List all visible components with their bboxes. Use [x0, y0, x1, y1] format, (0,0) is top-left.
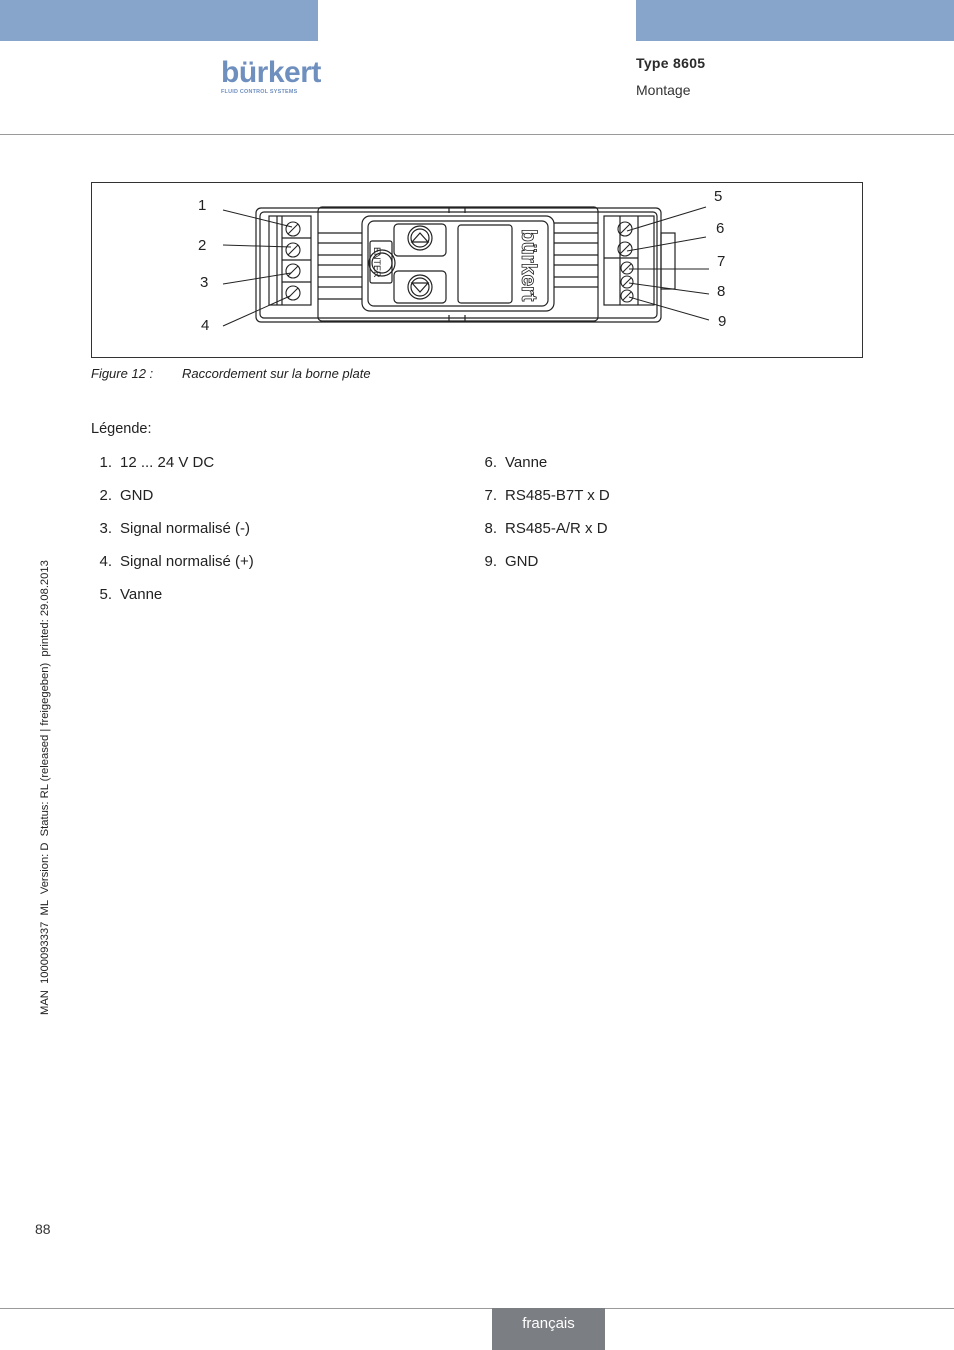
legend-item-text: RS485-B7T x D	[505, 487, 610, 504]
document-meta-sidebar: MAN 1000093337 ML Version: D Status: RL (released | freigegeben) printed: 29.08.2013	[39, 560, 51, 1015]
page-number: 88	[35, 1221, 51, 1237]
callout-7: 7	[717, 253, 726, 270]
legend-item-number: 7.	[484, 487, 497, 504]
legend-item-5	[90, 586, 162, 603]
legend-item-text: Signal normalisé (-)	[120, 520, 251, 537]
figure-caption-text: Raccordement sur la borne plate	[182, 366, 371, 381]
legend-item-number: 4.	[99, 553, 112, 570]
callout-2: 2	[198, 237, 207, 254]
legend-item-3	[90, 520, 250, 537]
leader-3	[223, 273, 291, 284]
up-button	[408, 226, 432, 250]
logo-tagline: FLUID CONTROL SYSTEMS	[221, 89, 298, 95]
legend-item-text: Vanne	[120, 586, 163, 603]
legend-item-4	[90, 553, 254, 570]
figure-frame	[91, 182, 863, 358]
callout-5: 5	[714, 188, 723, 205]
screw-1	[286, 222, 300, 236]
wiring-diagram	[92, 183, 862, 357]
down-button	[408, 275, 432, 299]
legend-item-number: 8.	[484, 520, 497, 537]
legend-item-number: 9.	[484, 553, 497, 570]
legend-item-number: 5.	[99, 586, 112, 603]
callout-3: 3	[200, 274, 209, 291]
callout-9: 9	[718, 313, 727, 330]
document-type: Type 8605	[636, 55, 706, 71]
language-tab: français	[492, 1308, 605, 1350]
legend-item-1	[90, 454, 214, 471]
legend-item-number: 2.	[99, 487, 112, 504]
legend-item-text: RS485-A/R x D	[505, 520, 608, 537]
screw-9	[621, 290, 633, 302]
leader-6	[627, 237, 706, 251]
legend-item-number: 3.	[99, 520, 112, 537]
logo-wordmark: bürkert	[221, 56, 321, 89]
screw-3	[286, 264, 300, 278]
burkert-logo	[221, 58, 321, 98]
legend-item-2	[90, 487, 153, 504]
callout-8: 8	[717, 283, 726, 300]
footer-divider	[0, 1308, 954, 1309]
legend-item-7	[475, 487, 610, 504]
legend-item-6	[475, 454, 547, 471]
callout-4: 4	[201, 317, 210, 334]
header-divider	[0, 134, 954, 135]
callout-1: 1	[198, 197, 207, 214]
callout-6: 6	[716, 220, 725, 237]
enter-label: ENTER	[372, 247, 382, 278]
leader-9	[629, 297, 709, 320]
down-button-frame	[394, 271, 446, 303]
screw-7	[621, 262, 633, 274]
figure-caption-number: Figure 12 :	[91, 366, 154, 381]
display-window	[458, 225, 512, 303]
legend-title: Légende:	[91, 421, 152, 437]
device-brand-label: bürkert	[517, 229, 540, 302]
header-accent-bar-right	[636, 0, 954, 41]
legend-item-text: 12 ... 24 V DC	[120, 454, 215, 471]
document-section: Montage	[636, 82, 691, 98]
legend-item-8	[475, 520, 608, 537]
legend-item-number: 1.	[99, 454, 112, 471]
screw-2	[286, 243, 300, 257]
legend-item-text: GND	[120, 487, 154, 504]
leader-2	[223, 245, 291, 247]
leader-8	[629, 283, 709, 294]
terminal-block-right	[604, 216, 654, 305]
legend-item-number: 6.	[484, 454, 497, 471]
header-accent-bar-left	[0, 0, 318, 41]
leader-5	[627, 207, 706, 231]
legend-item-text: Signal normalisé (+)	[120, 553, 254, 570]
legend-item-text: Vanne	[505, 454, 548, 471]
legend-item-9	[475, 553, 538, 570]
screw-8	[621, 276, 633, 288]
legend-item-text: GND	[505, 553, 539, 570]
screw-4	[286, 286, 300, 300]
